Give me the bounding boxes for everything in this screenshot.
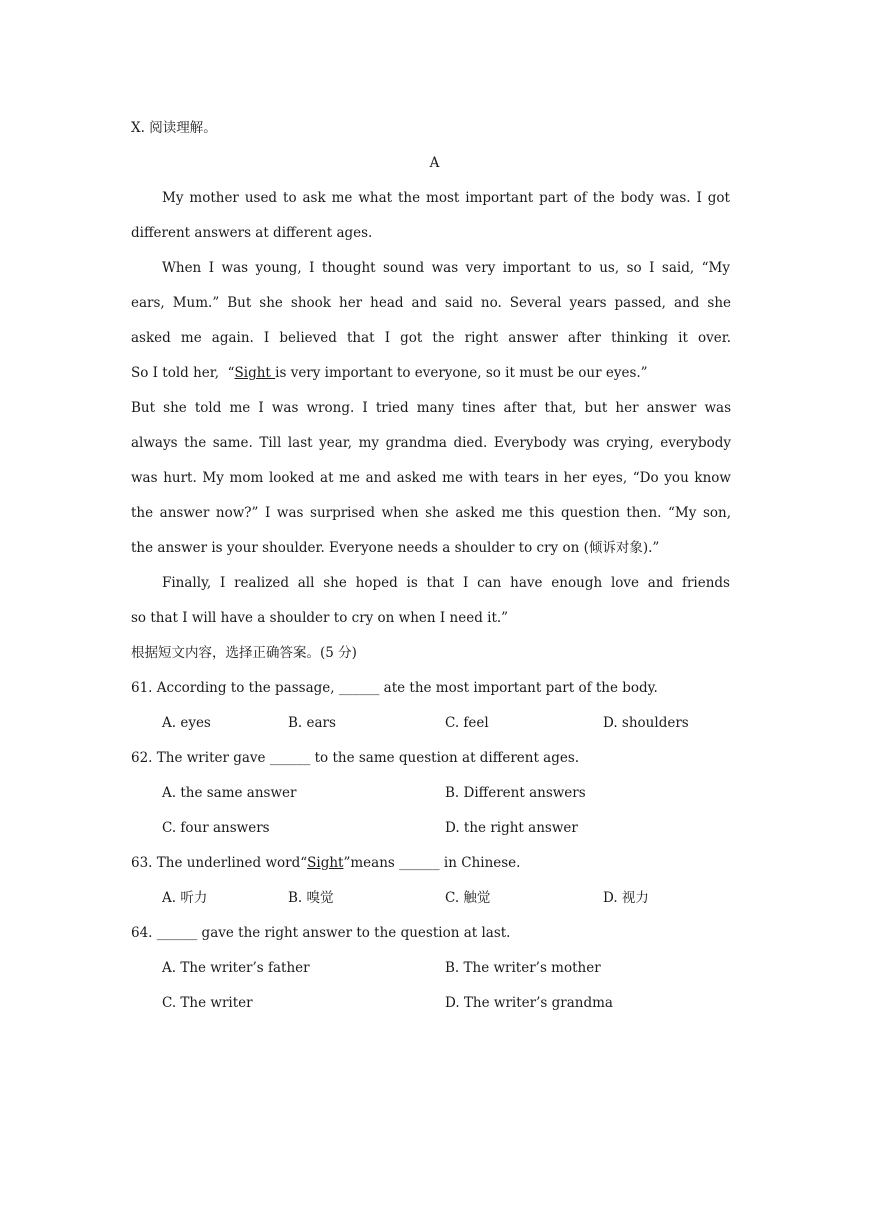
question-stem: 61. According to the passage, ______ ate the most important part of the body. — [131, 680, 658, 696]
passage-line: asked me again. I believed that I got the right answer after thinking it over. — [131, 330, 731, 346]
option-b: B. The writer’s mother — [445, 960, 601, 976]
option-d: D. 视力 — [603, 890, 649, 906]
option-d: D. the right answer — [445, 820, 578, 836]
stem-text: 63. The underlined word“ — [131, 855, 308, 871]
option-a: A. eyes — [162, 715, 211, 731]
option-d: D. shoulders — [603, 715, 689, 731]
instructions: 根据短文内容，选择正确答案。(5 分) — [131, 645, 357, 661]
option-b: B. ears — [288, 715, 336, 731]
option-c: C. The writer — [162, 995, 253, 1011]
option-c: C. four answers — [162, 820, 270, 836]
question-stem: 62. The writer gave ______ to the same question at different ages. — [131, 750, 580, 766]
underlined-word-sight: Sight — [234, 365, 276, 381]
passage-line: the answer is your shoulder. Everyone needs a shoulder to cry on (倾诉对象).” — [131, 540, 660, 556]
passage-line: When I was young, I thought sound was very important to us, so I said, “My — [162, 260, 730, 276]
passage-line: But she told me I was wrong. I tried many tines after that, but her answer was — [131, 400, 731, 416]
passage-text: is very important to everyone, so it must be our eyes.” — [275, 365, 648, 381]
option-c: C. 触觉 — [445, 890, 491, 906]
question-stem: 64. ______ gave the right answer to the question at last. — [131, 925, 511, 941]
section-title: Ⅹ. 阅读理解。 — [131, 120, 217, 136]
passage-line: Finally, I realized all she hoped is that I can have enough love and friends — [162, 575, 730, 591]
passage-line: ears, Mum.” But she shook her head and said no. Several years passed, and she — [131, 295, 731, 311]
option-c: C. feel — [445, 715, 489, 731]
underlined-word-sight: Sight — [307, 855, 344, 871]
passage-line: different answers at different ages. — [131, 225, 373, 241]
question-stem — [131, 853, 731, 873]
passage-line: the answer now?” I was surprised when she asked me this question then. “My son, — [131, 505, 731, 521]
option-a: A. the same answer — [162, 785, 297, 801]
passage-text: So I told her, “ — [131, 365, 235, 381]
option-a: A. The writer’s father — [162, 960, 310, 976]
passage-line: My mother used to ask me what the most important part of the body was. I got — [162, 190, 730, 206]
passage-line — [131, 363, 731, 383]
option-b: B. 嗅觉 — [288, 890, 334, 906]
stem-text: ”means ______ in Chinese. — [343, 855, 521, 871]
option-d: D. The writer’s grandma — [445, 995, 613, 1011]
passage-line: was hurt. My mom looked at me and asked me with tears in her eyes, “Do you know — [131, 470, 731, 486]
passage-line: so that I will have a shoulder to cry on when I need it.” — [131, 610, 509, 626]
passage-line: always the same. Till last year, my grandma died. Everybody was crying, everybody — [131, 435, 731, 451]
passage-label: A — [429, 155, 440, 171]
option-a: A. 听力 — [162, 890, 208, 906]
option-b: B. Different answers — [445, 785, 586, 801]
